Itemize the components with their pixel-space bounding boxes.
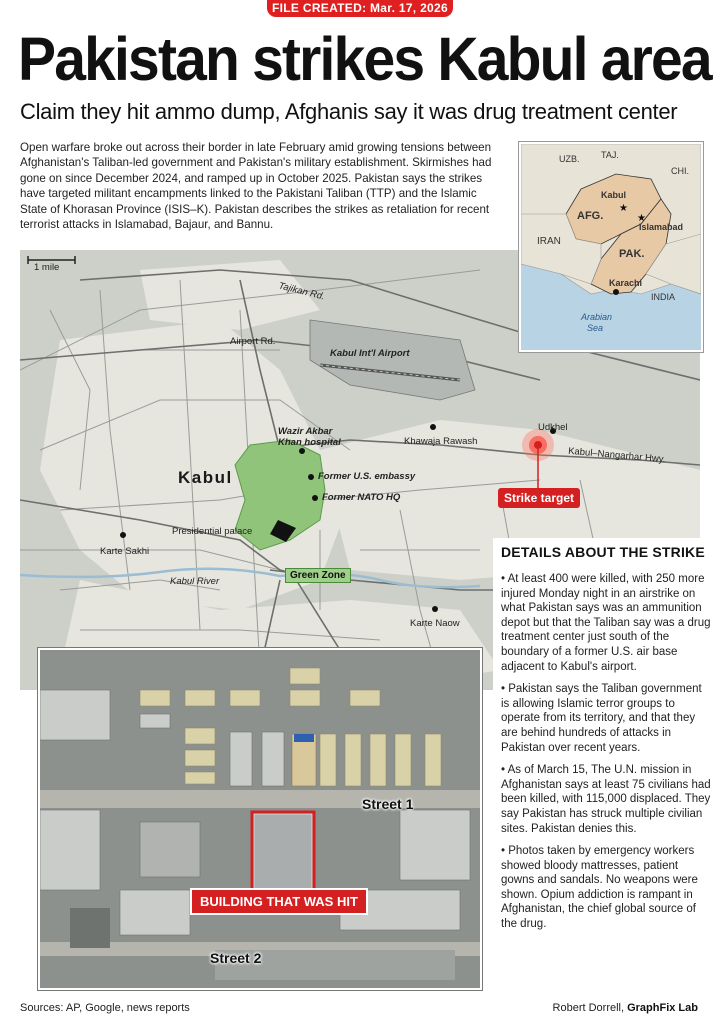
inset-india: INDIA <box>651 292 676 302</box>
building-hit-label: BUILDING THAT WAS HIT <box>190 888 368 915</box>
river-label: Kabul River <box>170 576 220 587</box>
sources-note: Sources: AP, Google, news reports <box>20 1002 190 1014</box>
inset-pak: PAK. <box>619 248 645 260</box>
khawaja-label: Khawaja Rawash <box>404 436 478 447</box>
airport-label: Kabul Int'l Airport <box>330 348 410 359</box>
street-1-label: Street 1 <box>362 796 414 812</box>
karte-naow-marker <box>432 606 438 612</box>
udkhel-label: Udkhel <box>538 422 568 433</box>
inset-sea: Sea <box>587 323 604 333</box>
details-bullet: • At least 400 were killed, with 250 more injured Monday night in an airstrike on what Pakistan says was an ammunition depot but that the Taliban say was a drug treatment center just south of the boundary of a former U.S. air base adjacent to Kabul's airport. <box>501 573 711 673</box>
svg-text:★: ★ <box>619 203 628 214</box>
inset-uzb: UZB. <box>559 154 580 164</box>
nato-marker <box>312 495 318 501</box>
strike-target-label: Strike target <box>498 488 580 508</box>
headline: Pakistan strikes Kabul area <box>18 25 711 95</box>
airport-road-label: Airport Rd. <box>230 336 276 347</box>
credit-line <box>553 1002 698 1014</box>
inset-chi: CHI. <box>671 166 689 176</box>
embassy-marker <box>308 474 314 480</box>
hospital-marker <box>299 448 305 454</box>
hospital-label-2: Khan hospital <box>278 437 341 448</box>
tajikan-road-label: Tajikan Rd. <box>277 280 326 303</box>
karte-sakhi-marker <box>120 532 126 538</box>
details-bullet: • Photos taken by emergency workers showed bloody mattresses, patient gowns and sandals. No weapons were shown. Opium addiction is rampant in Afghanistan, the chief global source of the drug. <box>501 845 698 931</box>
inset-taj: TAJ. <box>601 150 619 160</box>
svg-text:★: ★ <box>637 213 646 224</box>
inset-arabian: Arabian <box>581 312 613 322</box>
karte-naow-label: Karte Naow <box>410 618 460 629</box>
street-2-label: Street 2 <box>210 950 262 966</box>
region-inset-map <box>519 142 703 352</box>
file-created-badge: FILE CREATED: Mar. 17, 2026 <box>267 0 453 17</box>
credit-author: Robert Dorrell, <box>552 1002 628 1014</box>
inset-karachi: Karachi <box>609 278 643 288</box>
nato-label: Former NATO HQ <box>322 492 401 503</box>
highway-label: Kabul–Nangarhar Hwy. <box>567 445 666 466</box>
green-zone-label: Green Zone <box>285 568 351 583</box>
palace-label: Presidential palace <box>172 526 253 537</box>
details-panel <box>493 538 717 940</box>
details-title: DETAILS ABOUT THE STRIKE <box>501 544 705 560</box>
inset-islamabad: Islamabad <box>639 222 684 232</box>
inset-afg: AFG. <box>577 210 604 222</box>
aerial-photo <box>38 648 482 990</box>
kabul-label: Kabul <box>178 468 233 487</box>
credit-brand: GraphFix Lab <box>627 1002 698 1014</box>
scale-label: 1 mile <box>34 262 60 273</box>
details-bullet: • As of March 15, The U.N. mission in Afghanistan says at least 75 civilians had been killed, with 115,000 displaced. They say Pakistan has struck multiple civilian sites. Pakistan denies this. <box>501 764 711 835</box>
embassy-label: Former U.S. embassy <box>318 471 416 482</box>
subheadline: Claim they hit ammo dump, Afghanis say it was drug treatment center <box>20 99 678 124</box>
hospital-label-1: Wazir Akbar <box>278 426 333 437</box>
aerial-graphic <box>40 650 480 988</box>
khawaja-marker <box>430 424 436 430</box>
karte-sakhi-label: Karte Sakhi <box>100 546 150 557</box>
intro-paragraph: Open warfare broke out across their border in late February amid growing tensions between Afghanistan's Taliban-led government and Pakistan's military establishment. Skirmishes had gone on since December 2024, and ramped up in October 2025. Pakistan says the strikes have targeted militant encampments linked to the Pakistani Taliban (TTP) and the Islamic State of Khorasan Province (ISIS–K). Pakistan describes the strikes as retaliation for recent terrorist attacks in Islamabad, Bajaur, and Bannu. <box>20 141 492 232</box>
inset-kabul: Kabul <box>601 190 627 200</box>
inset-iran: IRAN <box>537 236 561 247</box>
details-bullet: • Pakistan says the Taliban government is allowing Islamic terror groups to operate from its territory, and that they are behind hundreds of attacks in Pakistan over recent years. <box>501 683 702 754</box>
